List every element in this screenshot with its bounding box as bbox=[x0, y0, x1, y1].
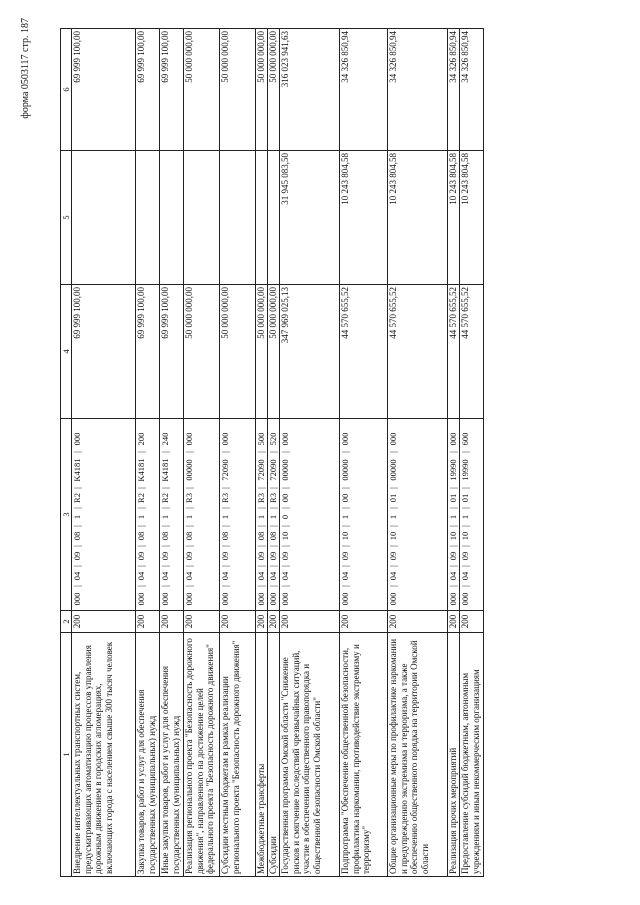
code-separator: | bbox=[388, 585, 399, 587]
form-label: форма 0503117 стр. 187 bbox=[20, 18, 31, 119]
code-separator: | bbox=[460, 507, 471, 509]
code-separator: | bbox=[256, 565, 267, 567]
code-separator: | bbox=[256, 507, 267, 509]
row-unexecuted: 34 326 850,94 bbox=[388, 29, 448, 151]
code-segment: 09 bbox=[460, 551, 471, 561]
code-segment: 01 bbox=[448, 493, 459, 503]
code-separator: | bbox=[160, 451, 171, 453]
code-segment: 01 bbox=[460, 493, 471, 503]
code-segment: 1 bbox=[340, 514, 351, 520]
code-separator: | bbox=[256, 487, 267, 489]
code-segment: K4181 bbox=[136, 458, 147, 482]
table-row bbox=[268, 29, 280, 877]
row-code bbox=[460, 419, 484, 611]
code-segment: 04 bbox=[280, 571, 291, 581]
code-segment: 08 bbox=[268, 531, 279, 541]
code-segment: 10 bbox=[388, 531, 399, 541]
code-separator: | bbox=[72, 451, 83, 453]
column-header: 5 bbox=[61, 151, 72, 285]
row-assigned: 69 999 100,00 bbox=[136, 285, 160, 419]
code-segment: 1 bbox=[136, 514, 147, 520]
code-segment: 1 bbox=[220, 514, 231, 520]
code-segment: 00000 bbox=[280, 459, 291, 481]
code-segment: 09 bbox=[268, 551, 279, 561]
code-segment: 000 bbox=[72, 432, 83, 446]
row-code bbox=[72, 419, 136, 611]
code-segment: 04 bbox=[460, 571, 471, 581]
code-separator: | bbox=[448, 585, 459, 587]
row-glava: 200 bbox=[388, 611, 448, 633]
code-segment: 08 bbox=[72, 531, 83, 541]
code-separator: | bbox=[184, 487, 195, 489]
row-name: Субсидии bbox=[268, 633, 280, 877]
code-segment: 1 bbox=[460, 514, 471, 520]
code-segment: R3 bbox=[256, 493, 267, 503]
code-separator: | bbox=[220, 451, 231, 453]
code-separator: | bbox=[388, 451, 399, 453]
row-glava: 200 bbox=[448, 611, 460, 633]
code-segment: 72090 bbox=[268, 459, 279, 481]
row-unexecuted: 50 000 000,00 bbox=[184, 29, 220, 151]
row-assigned: 44 570 655,52 bbox=[388, 285, 448, 419]
table-body bbox=[72, 29, 484, 877]
code-segment: 000 bbox=[448, 432, 459, 446]
code-separator: | bbox=[340, 565, 351, 567]
row-name: Государственная программа Омской области "Снижение рисков и смягчение последствий чрезвычайных ситуаций, участие в обеспечении общественного правопорядка и общественной безопасности Омской области" bbox=[280, 633, 340, 877]
code-separator: | bbox=[268, 565, 279, 567]
code-separator: | bbox=[388, 565, 399, 567]
row-executed bbox=[184, 151, 220, 285]
code-segment: 240 bbox=[160, 432, 171, 446]
code-separator: | bbox=[220, 507, 231, 509]
code-separator: | bbox=[268, 525, 279, 527]
row-unexecuted: 34 326 850,94 bbox=[340, 29, 388, 151]
code-segment: 04 bbox=[340, 571, 351, 581]
code-segment: K4181 bbox=[72, 458, 83, 482]
row-code bbox=[220, 419, 256, 611]
code-separator: | bbox=[160, 525, 171, 527]
code-separator: | bbox=[184, 585, 195, 587]
code-segment: 09 bbox=[220, 551, 231, 561]
code-segment: 000 bbox=[268, 592, 279, 606]
code-separator: | bbox=[460, 451, 471, 453]
code-separator: | bbox=[184, 507, 195, 509]
code-separator: | bbox=[268, 545, 279, 547]
table-row bbox=[340, 29, 388, 877]
row-glava: 200 bbox=[160, 611, 184, 633]
code-separator: | bbox=[184, 525, 195, 527]
table-row bbox=[220, 29, 256, 877]
table-row bbox=[448, 29, 460, 877]
code-segment: 1 bbox=[184, 514, 195, 520]
row-name: Реализация регионального проекта "Безопасность дорожного движения", направленного на достижение целей федерального проекта "Безопасность дорожного движения" bbox=[184, 633, 220, 877]
column-header: 2 bbox=[61, 611, 72, 633]
code-segment: 600 bbox=[460, 432, 471, 446]
code-separator: | bbox=[448, 487, 459, 489]
code-segment: 0 bbox=[280, 514, 291, 520]
code-separator: | bbox=[160, 565, 171, 567]
code-separator: | bbox=[448, 565, 459, 567]
table-row bbox=[184, 29, 220, 877]
code-separator: | bbox=[460, 545, 471, 547]
row-assigned: 50 000 000,00 bbox=[184, 285, 220, 419]
code-segment: R2 bbox=[72, 493, 83, 503]
code-separator: | bbox=[340, 545, 351, 547]
code-separator: | bbox=[280, 545, 291, 547]
table-row bbox=[136, 29, 160, 877]
code-segment: 08 bbox=[256, 531, 267, 541]
row-unexecuted: 316 023 941,63 bbox=[280, 29, 340, 151]
column-header: 1 bbox=[61, 633, 72, 877]
code-separator: | bbox=[340, 487, 351, 489]
code-separator: | bbox=[220, 565, 231, 567]
row-glava: 200 bbox=[268, 611, 280, 633]
code-segment: 08 bbox=[184, 531, 195, 541]
code-segment: 1 bbox=[160, 514, 171, 520]
code-segment: 04 bbox=[220, 571, 231, 581]
row-assigned: 69 999 100,00 bbox=[72, 285, 136, 419]
code-separator: | bbox=[448, 525, 459, 527]
code-separator: | bbox=[448, 451, 459, 453]
row-executed bbox=[256, 151, 268, 285]
code-separator: | bbox=[220, 585, 231, 587]
row-glava: 200 bbox=[340, 611, 388, 633]
row-unexecuted: 69 999 100,00 bbox=[72, 29, 136, 151]
code-separator: | bbox=[220, 525, 231, 527]
code-separator: | bbox=[72, 565, 83, 567]
row-glava: 200 bbox=[280, 611, 340, 633]
code-separator: | bbox=[72, 507, 83, 509]
code-separator: | bbox=[160, 545, 171, 547]
code-separator: | bbox=[280, 507, 291, 509]
row-code bbox=[280, 419, 340, 611]
code-segment: 10 bbox=[460, 531, 471, 541]
code-segment: R2 bbox=[136, 493, 147, 503]
row-glava: 200 bbox=[256, 611, 268, 633]
code-separator: | bbox=[160, 585, 171, 587]
code-separator: | bbox=[280, 565, 291, 567]
code-segment: 04 bbox=[448, 571, 459, 581]
code-segment: 000 bbox=[160, 592, 171, 606]
code-separator: | bbox=[268, 451, 279, 453]
table-row bbox=[256, 29, 268, 877]
code-separator: | bbox=[280, 525, 291, 527]
code-segment: 09 bbox=[72, 551, 83, 561]
code-segment: 08 bbox=[136, 531, 147, 541]
code-segment: 09 bbox=[388, 551, 399, 561]
code-separator: | bbox=[184, 565, 195, 567]
code-segment: 10 bbox=[280, 531, 291, 541]
row-unexecuted: 34 326 850,94 bbox=[460, 29, 484, 151]
row-executed: 10 243 804,58 bbox=[388, 151, 448, 285]
row-name: Внедрение интеллектуальных транспортных систем, предусматривающих автоматизацию процессов управления дорожным движением в городских агломерациях, включающих города с населением свыше 300 тысяч человек bbox=[72, 633, 136, 877]
code-separator: | bbox=[136, 585, 147, 587]
row-name: Реализация прочих мероприятий bbox=[448, 633, 460, 877]
code-segment: 10 bbox=[340, 531, 351, 541]
code-segment: 000 bbox=[220, 432, 231, 446]
code-separator: | bbox=[268, 487, 279, 489]
code-segment: 520 bbox=[268, 432, 279, 446]
row-unexecuted: 50 000 000,00 bbox=[268, 29, 280, 151]
code-separator: | bbox=[136, 451, 147, 453]
code-segment: 09 bbox=[448, 551, 459, 561]
code-separator: | bbox=[340, 585, 351, 587]
code-separator: | bbox=[460, 487, 471, 489]
code-segment: 00 bbox=[340, 493, 351, 503]
table-row bbox=[388, 29, 448, 877]
code-segment: 000 bbox=[448, 592, 459, 606]
row-code bbox=[136, 419, 160, 611]
code-separator: | bbox=[220, 545, 231, 547]
code-segment: 00000 bbox=[388, 459, 399, 481]
code-segment: 09 bbox=[340, 551, 351, 561]
code-segment: 08 bbox=[220, 531, 231, 541]
code-separator: | bbox=[72, 585, 83, 587]
code-separator: | bbox=[280, 487, 291, 489]
code-separator: | bbox=[280, 451, 291, 453]
code-segment: 04 bbox=[184, 571, 195, 581]
code-separator: | bbox=[460, 525, 471, 527]
code-separator: | bbox=[72, 487, 83, 489]
code-separator: | bbox=[388, 487, 399, 489]
code-separator: | bbox=[136, 545, 147, 547]
code-separator: | bbox=[72, 525, 83, 527]
row-executed: 10 243 804,58 bbox=[460, 151, 484, 285]
row-assigned: 44 570 655,52 bbox=[340, 285, 388, 419]
row-name: Закупка товаров, работ и услуг для обеспечения государственных (муниципальных) нужд bbox=[136, 633, 160, 877]
code-segment: 000 bbox=[280, 432, 291, 446]
budget-table bbox=[60, 28, 484, 877]
code-separator: | bbox=[256, 545, 267, 547]
code-segment: R3 bbox=[220, 493, 231, 503]
code-segment: 500 bbox=[256, 432, 267, 446]
code-separator: | bbox=[268, 585, 279, 587]
code-separator: | bbox=[280, 585, 291, 587]
code-segment: 000 bbox=[256, 592, 267, 606]
code-segment: 04 bbox=[72, 571, 83, 581]
code-separator: | bbox=[340, 451, 351, 453]
code-segment: 000 bbox=[220, 592, 231, 606]
row-unexecuted: 50 000 000,00 bbox=[220, 29, 256, 151]
code-separator: | bbox=[268, 507, 279, 509]
row-name: Межбюджетные трансферты bbox=[256, 633, 268, 877]
row-code bbox=[268, 419, 280, 611]
code-segment: 72090 bbox=[256, 459, 267, 481]
row-code bbox=[340, 419, 388, 611]
row-executed: 10 243 804,58 bbox=[340, 151, 388, 285]
code-segment: 000 bbox=[388, 592, 399, 606]
code-segment: 000 bbox=[184, 592, 195, 606]
row-name: Иные закупки товаров, работ и услуг для обеспечения государственных (муниципальных) нужд bbox=[160, 633, 184, 877]
row-assigned: 50 000 000,00 bbox=[268, 285, 280, 419]
code-segment: 1 bbox=[448, 514, 459, 520]
column-header: 4 bbox=[61, 285, 72, 419]
code-separator: | bbox=[460, 565, 471, 567]
code-segment: 1 bbox=[72, 514, 83, 520]
row-glava: 200 bbox=[136, 611, 160, 633]
row-unexecuted: 34 326 850,94 bbox=[448, 29, 460, 151]
code-segment: 1 bbox=[388, 514, 399, 520]
code-separator: | bbox=[388, 525, 399, 527]
code-separator: | bbox=[136, 507, 147, 509]
row-name: Подпрограмма "Обеспечение общественной безопасности, профилактика наркомании, противодействие экстремизму и терроризму" bbox=[340, 633, 388, 877]
row-assigned: 347 969 025,13 bbox=[280, 285, 340, 419]
code-separator: | bbox=[136, 487, 147, 489]
row-assigned: 69 999 100,00 bbox=[160, 285, 184, 419]
code-segment: R3 bbox=[184, 493, 195, 503]
code-segment: 04 bbox=[256, 571, 267, 581]
row-glava: 200 bbox=[460, 611, 484, 633]
row-code bbox=[448, 419, 460, 611]
code-separator: | bbox=[136, 525, 147, 527]
code-separator: | bbox=[256, 585, 267, 587]
code-segment: 000 bbox=[388, 432, 399, 446]
code-segment: 04 bbox=[268, 571, 279, 581]
code-segment: 04 bbox=[136, 571, 147, 581]
code-segment: 200 bbox=[136, 432, 147, 446]
code-segment: 000 bbox=[340, 432, 351, 446]
code-separator: | bbox=[160, 487, 171, 489]
code-segment: 1 bbox=[256, 514, 267, 520]
code-separator: | bbox=[340, 525, 351, 527]
code-segment: R2 bbox=[160, 493, 171, 503]
row-name: Общие организационные меры по профилактике наркомании и предупреждению экстремизма и терроризма, а также обеспечению общественного порядка на территории Омской области bbox=[388, 633, 448, 877]
code-segment: 09 bbox=[160, 551, 171, 561]
row-assigned: 50 000 000,00 bbox=[220, 285, 256, 419]
code-separator: | bbox=[220, 487, 231, 489]
row-assigned: 44 570 655,52 bbox=[460, 285, 484, 419]
code-separator: | bbox=[448, 545, 459, 547]
row-name: Предоставление субсидий бюджетным, автономным учреждениям и иным некоммерческим организациям bbox=[460, 633, 484, 877]
code-segment: 04 bbox=[160, 571, 171, 581]
row-executed bbox=[136, 151, 160, 285]
code-segment: 72090 bbox=[220, 459, 231, 481]
code-segment: 01 bbox=[388, 493, 399, 503]
row-executed bbox=[72, 151, 136, 285]
table-row bbox=[460, 29, 484, 877]
row-glava: 200 bbox=[184, 611, 220, 633]
code-segment: 09 bbox=[184, 551, 195, 561]
row-unexecuted: 69 999 100,00 bbox=[136, 29, 160, 151]
table-row bbox=[72, 29, 136, 877]
row-unexecuted: 69 999 100,00 bbox=[160, 29, 184, 151]
table-row bbox=[160, 29, 184, 877]
code-segment: 19990 bbox=[460, 459, 471, 481]
code-segment: 00000 bbox=[340, 459, 351, 481]
code-segment: 19990 bbox=[448, 459, 459, 481]
code-segment: R3 bbox=[268, 493, 279, 503]
row-code bbox=[388, 419, 448, 611]
code-segment: 10 bbox=[448, 531, 459, 541]
row-executed: 10 243 804,58 bbox=[448, 151, 460, 285]
code-segment: 00 bbox=[280, 493, 291, 503]
code-segment: 09 bbox=[256, 551, 267, 561]
row-assigned: 50 000 000,00 bbox=[256, 285, 268, 419]
code-separator: | bbox=[136, 565, 147, 567]
code-separator: | bbox=[340, 507, 351, 509]
row-unexecuted: 50 000 000,00 bbox=[256, 29, 268, 151]
row-code bbox=[256, 419, 268, 611]
code-segment: 000 bbox=[136, 592, 147, 606]
code-separator: | bbox=[160, 507, 171, 509]
code-separator: | bbox=[448, 507, 459, 509]
code-segment: K4181 bbox=[160, 458, 171, 482]
code-separator: | bbox=[256, 451, 267, 453]
column-header: 3 bbox=[61, 419, 72, 611]
code-segment: 09 bbox=[280, 551, 291, 561]
code-segment: 1 bbox=[268, 514, 279, 520]
row-executed: 31 945 083,50 bbox=[280, 151, 340, 285]
code-segment: 04 bbox=[388, 571, 399, 581]
code-segment: 000 bbox=[340, 592, 351, 606]
row-name: Субсидии местным бюджетам в рамках реализации регионального проекта "Безопасность дорожного движения" bbox=[220, 633, 256, 877]
header-row bbox=[61, 29, 72, 877]
row-code bbox=[160, 419, 184, 611]
column-header: 6 bbox=[61, 29, 72, 151]
code-separator: | bbox=[256, 525, 267, 527]
code-separator: | bbox=[460, 585, 471, 587]
row-executed bbox=[268, 151, 280, 285]
code-segment: 000 bbox=[460, 592, 471, 606]
code-segment: 00000 bbox=[184, 459, 195, 481]
code-segment: 09 bbox=[136, 551, 147, 561]
row-code bbox=[184, 419, 220, 611]
row-glava: 200 bbox=[72, 611, 136, 633]
code-separator: | bbox=[72, 545, 83, 547]
code-segment: 08 bbox=[160, 531, 171, 541]
table-row bbox=[280, 29, 340, 877]
code-separator: | bbox=[184, 451, 195, 453]
row-assigned: 44 570 655,52 bbox=[448, 285, 460, 419]
row-executed bbox=[220, 151, 256, 285]
row-glava: 200 bbox=[220, 611, 256, 633]
code-separator: | bbox=[388, 507, 399, 509]
row-executed bbox=[160, 151, 184, 285]
code-separator: | bbox=[184, 545, 195, 547]
code-segment: 000 bbox=[184, 432, 195, 446]
code-segment: 000 bbox=[72, 592, 83, 606]
code-separator: | bbox=[388, 545, 399, 547]
code-segment: 000 bbox=[280, 592, 291, 606]
